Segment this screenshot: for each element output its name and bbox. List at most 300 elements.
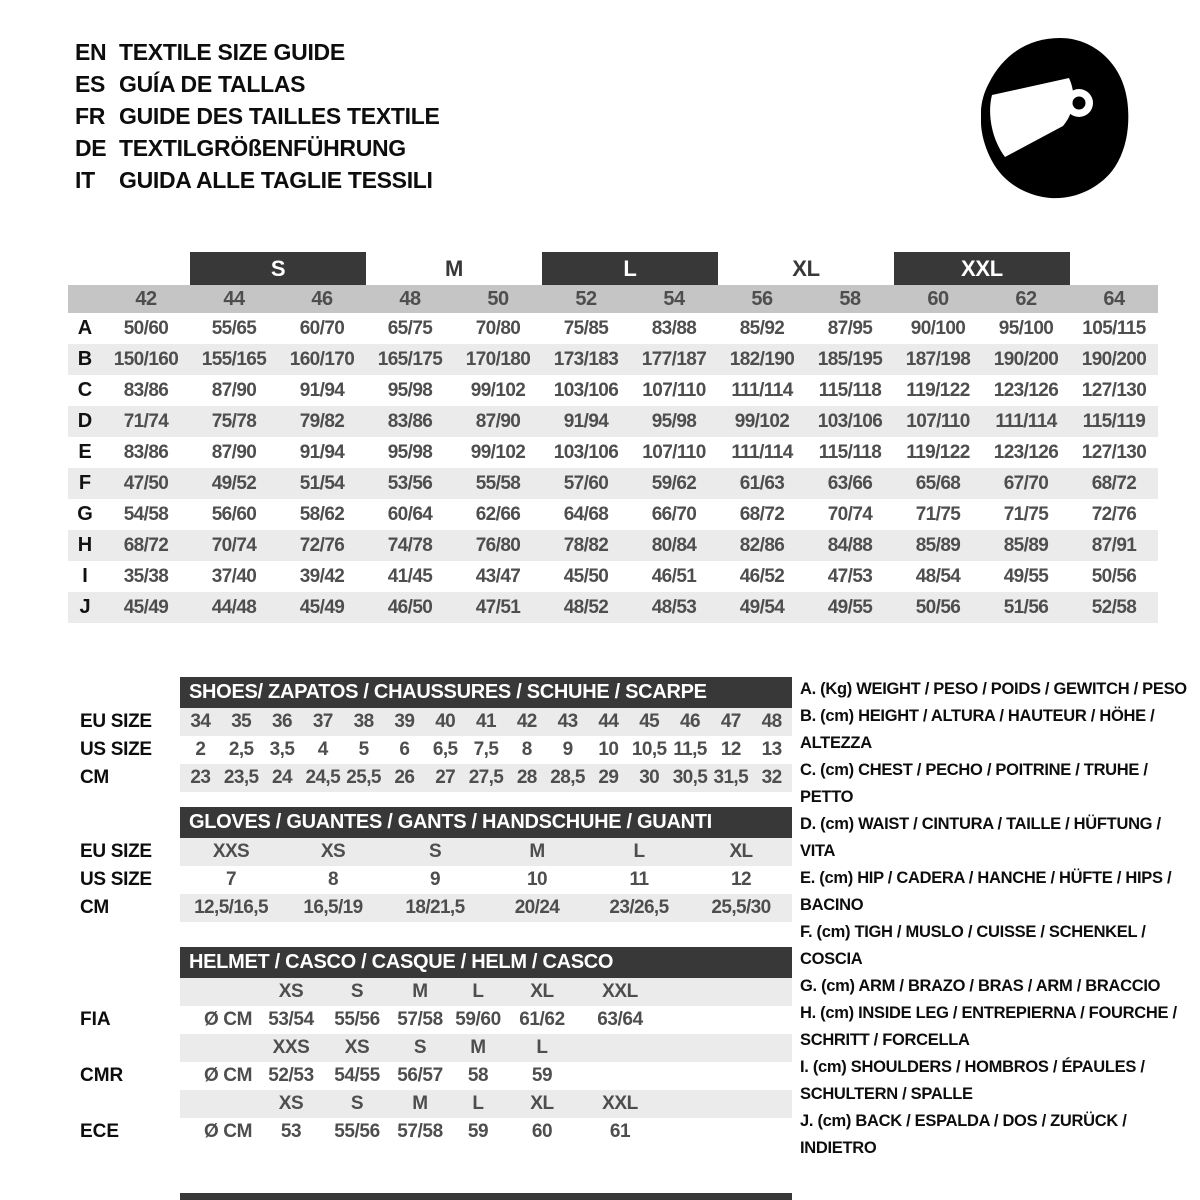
- cell-value: 27: [435, 767, 456, 788]
- size-value: 35/38: [123, 565, 169, 587]
- size-value: 70/74: [827, 503, 873, 525]
- helmet-value: 53: [280, 1121, 302, 1142]
- size-value: 105/115: [1082, 317, 1146, 339]
- legend-item: F. (cm) TIGH / MUSLO / CUISSE / SCHENKEL / COSCIA: [800, 923, 1146, 968]
- size-value: 87/90: [211, 441, 257, 463]
- cell-value: 38: [353, 711, 374, 732]
- size-value: 103/106: [553, 379, 619, 401]
- size-column-header: 44: [223, 287, 245, 310]
- cell-value: 30,5: [672, 767, 708, 788]
- size-value: 79/82: [299, 410, 345, 432]
- empty-cell: [578, 1034, 662, 1062]
- helmet-value: 53/54: [268, 1009, 314, 1030]
- helmet-value: 60: [531, 1121, 553, 1142]
- helmet-rows: [180, 978, 792, 1146]
- size-value: 85/89: [915, 534, 961, 556]
- measure-row-j: [68, 592, 1158, 623]
- cell-value: 40: [435, 711, 456, 732]
- size-value: 60/64: [387, 503, 433, 525]
- cell-value: 16,5/19: [303, 897, 363, 918]
- helmet-size: XXS: [272, 1037, 310, 1058]
- size-value: 115/118: [818, 379, 882, 401]
- legend-item: B. (cm) HEIGHT / ALTURA / HAUTEUR / HÖHE / ALTEZZA: [800, 707, 1155, 752]
- size-value: 83/88: [651, 317, 697, 339]
- row-label: US SIZE: [80, 739, 152, 760]
- table-row: [180, 764, 792, 792]
- helmet-size: M: [412, 981, 428, 1002]
- size-column-header: 48: [399, 287, 421, 310]
- size-column-header: 46: [311, 287, 333, 310]
- cell-value: XXS: [212, 841, 250, 862]
- size-value: 63/66: [827, 472, 873, 494]
- cell-value: 45: [639, 711, 660, 732]
- size-value: 50/56: [1091, 565, 1137, 587]
- cell-value: 8: [328, 869, 338, 890]
- helmet-size: XL: [530, 1093, 554, 1114]
- helmet-size: L: [472, 981, 484, 1002]
- size-value: 48/52: [563, 596, 609, 618]
- size-value: 182/190: [729, 348, 795, 370]
- size-value: 57/60: [563, 472, 609, 494]
- size-value: 127/130: [1081, 379, 1147, 401]
- size-band-row: [68, 252, 1158, 285]
- cell-value: 24,5: [305, 767, 341, 788]
- measure-row-b: [68, 344, 1158, 375]
- row-label: EU SIZE: [80, 841, 152, 862]
- legend-item: A. (Kg) WEIGHT / PESO / POIDS / GEWITCH / PESO: [800, 680, 1187, 698]
- helmet-value: 61/62: [519, 1009, 565, 1030]
- helmet-value: 54/55: [334, 1065, 380, 1086]
- helmet-size: XS: [278, 981, 304, 1002]
- row-label: US SIZE: [80, 869, 152, 890]
- size-value: 90/100: [910, 317, 966, 339]
- cell-value: 43: [557, 711, 578, 732]
- size-value: 71/75: [1003, 503, 1049, 525]
- cell-value: 12: [720, 739, 741, 760]
- size-value: 68/72: [123, 534, 169, 556]
- legend-item: J. (cm) BACK / ESPALDA / DOS / ZURÜCK / INDIETRO: [800, 1112, 1127, 1157]
- language-title: TEXTILE SIZE GUIDE: [119, 39, 345, 65]
- helmet-size: XL: [530, 981, 554, 1002]
- size-column-header: 56: [751, 287, 773, 310]
- cell-value: L: [633, 841, 645, 862]
- cell-value: 23/26,5: [609, 897, 669, 918]
- size-value: 70/74: [211, 534, 257, 556]
- racing-helmet-icon: [972, 33, 1137, 205]
- helmet-size-header-row: [180, 978, 792, 1006]
- cell-value: 6: [399, 739, 410, 760]
- cell-value: 25,5/30: [711, 897, 771, 918]
- measure-row-a: [68, 313, 1158, 344]
- size-value: 46/52: [739, 565, 785, 587]
- gloves-size-table: [180, 807, 792, 922]
- size-value: 115/119: [1082, 410, 1146, 432]
- cell-value: 28: [516, 767, 537, 788]
- cell-value: S: [428, 841, 442, 862]
- language-code: FR: [75, 103, 106, 129]
- row-letter: I: [82, 565, 88, 587]
- cell-value: XS: [320, 841, 346, 862]
- shoes-table-title: SHOES/ ZAPATOS / CHAUSSURES / SCHUHE / SCARPE: [180, 677, 792, 708]
- size-value: 87/90: [475, 410, 521, 432]
- size-value: 107/110: [906, 410, 970, 432]
- helmet-value: 61: [609, 1121, 631, 1142]
- size-value: 111/114: [995, 410, 1057, 432]
- row-letter: C: [77, 379, 93, 401]
- size-value: 119/122: [906, 379, 970, 401]
- size-value: 78/82: [563, 534, 609, 556]
- cell-value: 47: [720, 711, 741, 732]
- size-value: 49/55: [1003, 565, 1049, 587]
- size-value: 50/60: [123, 317, 169, 339]
- size-value: 45/50: [563, 565, 609, 587]
- size-value: 37/40: [211, 565, 257, 587]
- language-title: GUIDA ALLE TAGLIE TESSILI: [119, 167, 433, 193]
- cell-value: 42: [516, 711, 537, 732]
- size-value: 160/170: [289, 348, 355, 370]
- size-value: 53/56: [387, 472, 433, 494]
- size-value: 119/122: [906, 441, 970, 463]
- size-value: 150/160: [113, 348, 179, 370]
- shoes-rows: [180, 708, 792, 792]
- language-code: DE: [75, 135, 107, 161]
- size-value: 58/62: [299, 503, 345, 525]
- cell-value: 7: [226, 869, 236, 890]
- cell-value: 37: [312, 711, 333, 732]
- size-value: 49/54: [739, 596, 785, 618]
- empty-cell: [180, 978, 258, 1006]
- size-value: 72/76: [1091, 503, 1137, 525]
- cell-value: 9: [430, 869, 440, 890]
- cell-value: 11,5: [673, 739, 707, 760]
- cell-value: 13: [761, 739, 782, 760]
- cell-value: 35: [231, 711, 252, 732]
- standard-fia: FIA: [80, 1009, 111, 1030]
- size-value: 177/187: [641, 348, 707, 370]
- size-value: 54/58: [123, 503, 169, 525]
- size-value: 47/51: [475, 596, 521, 618]
- empty-cell: [180, 1090, 258, 1118]
- size-value: 187/198: [905, 348, 971, 370]
- size-value: 99/102: [734, 410, 790, 432]
- size-value: 111/114: [731, 441, 793, 463]
- row-label: EU SIZE: [80, 711, 152, 732]
- size-value: 71/75: [915, 503, 961, 525]
- size-value: 55/65: [211, 317, 257, 339]
- helmet-size: M: [412, 1093, 428, 1114]
- helmet-size-table: [180, 947, 792, 1146]
- helmet-size: L: [536, 1037, 548, 1058]
- size-value: 123/126: [993, 379, 1059, 401]
- table-row: [180, 708, 792, 736]
- partial-table-bar: [180, 1193, 792, 1200]
- helmet-value-row: [180, 1006, 792, 1034]
- size-value: 107/110: [642, 441, 706, 463]
- row-letter: G: [77, 503, 93, 525]
- size-band-l: L: [542, 252, 718, 285]
- cell-value: 18/21,5: [405, 897, 465, 918]
- language-code: EN: [75, 39, 107, 65]
- measure-row-h: [68, 530, 1158, 561]
- row-letter: J: [79, 596, 91, 618]
- table-row: [180, 736, 792, 764]
- size-value: 67/70: [1003, 472, 1049, 494]
- size-column-header: 54: [663, 287, 685, 310]
- cell-value: M: [529, 841, 545, 862]
- size-value: 45/49: [123, 596, 169, 618]
- cell-value: 25,5: [346, 767, 381, 788]
- size-value: 68/72: [1091, 472, 1137, 494]
- size-value: 51/54: [299, 472, 345, 494]
- size-value: 64/68: [563, 503, 609, 525]
- size-value: 75/78: [211, 410, 257, 432]
- size-column-header: 50: [487, 287, 509, 310]
- size-value: 83/86: [123, 379, 169, 401]
- size-value: 87/95: [827, 317, 873, 339]
- size-value: 49/52: [211, 472, 257, 494]
- diameter-unit: Ø CM: [204, 1009, 253, 1030]
- cell-value: 24: [272, 767, 292, 788]
- measure-row-i: [68, 561, 1158, 592]
- language-code: IT: [75, 167, 95, 193]
- size-value: 74/78: [387, 534, 433, 556]
- size-value: 155/165: [201, 348, 267, 370]
- cell-value: 20/24: [514, 897, 560, 918]
- helmet-value: 57/58: [397, 1009, 443, 1030]
- size-value: 83/86: [123, 441, 169, 463]
- helmet-value-row: [180, 1062, 792, 1090]
- language-row: [75, 164, 440, 196]
- helmet-size: XS: [278, 1093, 304, 1114]
- size-value: 59/62: [651, 472, 697, 494]
- size-column-header: 64: [1103, 287, 1125, 310]
- helmet-size: XXL: [602, 1093, 638, 1114]
- legend-item: E. (cm) HIP / CADERA / HANCHE / HÜFTE / HIPS / BACINO: [800, 869, 1172, 914]
- size-column-header: 42: [135, 287, 157, 310]
- legend-item: H. (cm) INSIDE LEG / ENTREPIERNA / FOURCHE / SCHRITT / FORCELLA: [800, 1004, 1177, 1049]
- legend-item: D. (cm) WAIST / CINTURA / TAILLE / HÜFTUNG / VITA: [800, 815, 1161, 860]
- cell-value: 4: [317, 739, 328, 760]
- language-title: GUIDE DES TAILLES TEXTILE: [119, 103, 440, 129]
- size-column-header: 52: [575, 287, 597, 310]
- size-value: 76/80: [475, 534, 521, 556]
- size-value: 123/126: [993, 441, 1059, 463]
- size-value: 185/195: [817, 348, 883, 370]
- size-value: 165/175: [377, 348, 443, 370]
- cell-value: 12,5/16,5: [194, 897, 268, 918]
- cell-value: 34: [190, 711, 211, 732]
- size-value: 49/55: [827, 596, 873, 618]
- size-value: 85/92: [739, 317, 785, 339]
- size-value: 99/102: [470, 379, 526, 401]
- size-value: 41/45: [387, 565, 433, 587]
- cell-value: 23,5: [223, 767, 259, 788]
- size-value: 190/200: [993, 348, 1059, 370]
- table-row: [180, 866, 792, 894]
- empty-cell: [180, 1034, 258, 1062]
- size-value: 107/110: [642, 379, 706, 401]
- helmet-size-header-row: [180, 1034, 792, 1062]
- size-value: 91/94: [563, 410, 609, 432]
- empty-cell: [578, 1062, 662, 1090]
- size-value: 51/56: [1003, 596, 1049, 618]
- cell-value: 2,5: [228, 739, 254, 760]
- size-value: 83/86: [387, 410, 433, 432]
- size-value: 95/98: [387, 441, 433, 463]
- size-value: 84/88: [827, 534, 873, 556]
- size-value: 52/58: [1091, 596, 1137, 618]
- size-value: 80/84: [651, 534, 697, 556]
- measure-row-e: [68, 437, 1158, 468]
- helmet-value: 52/53: [268, 1065, 314, 1086]
- size-value: 103/106: [553, 441, 619, 463]
- measure-row-g: [68, 499, 1158, 530]
- size-value: 72/76: [299, 534, 345, 556]
- cell-value: 46: [680, 711, 700, 732]
- helmet-size: L: [472, 1093, 484, 1114]
- size-column-header: 62: [1015, 287, 1037, 310]
- size-value: 65/68: [915, 472, 961, 494]
- cell-value: 28,5: [550, 767, 585, 788]
- helmet-value: 59: [467, 1121, 489, 1142]
- size-value: 50/56: [915, 596, 961, 618]
- helmet-size: M: [470, 1037, 486, 1058]
- size-value: 71/74: [123, 410, 169, 432]
- measurement-rows: [68, 313, 1158, 623]
- size-value: 127/130: [1081, 441, 1147, 463]
- size-value: 87/91: [1091, 534, 1137, 556]
- row-letter: F: [78, 472, 92, 494]
- size-value: 103/106: [817, 410, 883, 432]
- language-row: [75, 100, 440, 132]
- cell-value: 2: [195, 739, 206, 760]
- cell-value: 32: [761, 767, 782, 788]
- size-value: 46/50: [387, 596, 433, 618]
- cell-value: 29: [598, 767, 619, 788]
- cell-value: 23: [190, 767, 211, 788]
- language-row: [75, 36, 440, 68]
- helmet-value: 63/64: [597, 1009, 643, 1030]
- corner-cell: [68, 285, 102, 313]
- size-value: 48/53: [651, 596, 697, 618]
- size-value: 65/75: [387, 317, 433, 339]
- row-letter: H: [77, 534, 93, 556]
- helmet-size: S: [350, 1093, 364, 1114]
- gloves-table-title: GLOVES / GUANTES / GANTS / HANDSCHUHE / GUANTI: [180, 807, 792, 838]
- diameter-unit: Ø CM: [204, 1065, 253, 1086]
- size-value: 48/54: [915, 565, 961, 587]
- size-value: 44/48: [211, 596, 257, 618]
- shoes-size-table: [180, 677, 792, 792]
- size-value: 85/89: [1003, 534, 1049, 556]
- language-row: [75, 68, 440, 100]
- size-column-header: 58: [839, 287, 861, 310]
- size-value: 91/94: [299, 441, 345, 463]
- size-value: 190/200: [1081, 348, 1147, 370]
- language-title: TEXTILGRÖßENFÜHRUNG: [119, 135, 406, 161]
- size-value: 95/100: [998, 317, 1054, 339]
- helmet-size: XS: [344, 1037, 370, 1058]
- helmet-standard-labels: [80, 947, 175, 1147]
- cell-value: 6,5: [432, 739, 458, 760]
- size-value: 99/102: [470, 441, 526, 463]
- cell-value: 31,5: [713, 767, 749, 788]
- cell-value: 12: [731, 869, 751, 890]
- cell-value: 30: [639, 767, 660, 788]
- size-value: 87/90: [211, 379, 257, 401]
- size-value: 47/50: [123, 472, 169, 494]
- size-value: 170/180: [465, 348, 531, 370]
- row-label: CM: [80, 897, 109, 918]
- helmet-value: 59: [531, 1065, 553, 1086]
- size-value: 115/118: [818, 441, 882, 463]
- size-band-m: M: [444, 255, 464, 281]
- size-value: 61/63: [739, 472, 785, 494]
- cell-value: 3,5: [269, 739, 295, 760]
- size-value: 95/98: [651, 410, 697, 432]
- size-value: 60/70: [299, 317, 345, 339]
- legend-item: G. (cm) ARM / BRAZO / BRAS / ARM / BRACCIO: [800, 977, 1161, 995]
- helmet-value: 59/60: [455, 1009, 501, 1030]
- cell-value: 48: [761, 711, 782, 732]
- helmet-value: 55/56: [334, 1121, 380, 1142]
- gloves-rows: [180, 838, 792, 922]
- legend-item: C. (cm) CHEST / PECHO / POITRINE / TRUHE / PETTO: [800, 761, 1148, 806]
- textile-size-table: [68, 252, 1158, 623]
- language-code: ES: [75, 71, 106, 97]
- helmet-value: 58: [467, 1065, 489, 1086]
- cell-value: 5: [358, 739, 369, 760]
- row-letter: E: [78, 441, 92, 463]
- measure-row-c: [68, 375, 1158, 406]
- language-row: [75, 132, 440, 164]
- cell-value: 10: [598, 739, 619, 760]
- table-row: [180, 894, 792, 922]
- helmet-size: S: [413, 1037, 427, 1058]
- size-value: 56/60: [211, 503, 257, 525]
- standard-cmr: CMR: [80, 1065, 124, 1086]
- cell-value: 11: [629, 869, 649, 890]
- size-value: 70/80: [475, 317, 521, 339]
- cell-value: 9: [562, 739, 573, 760]
- standard-ece: ECE: [80, 1121, 120, 1142]
- size-band-xxl: XXL: [894, 252, 1070, 285]
- language-title-block: [75, 36, 440, 196]
- cell-value: 10: [527, 869, 547, 890]
- size-value: 75/85: [563, 317, 609, 339]
- helmet-table-title: HELMET / CASCO / CASQUE / HELM / CASCO: [180, 947, 792, 978]
- table-row: [180, 838, 792, 866]
- cell-value: 8: [521, 739, 532, 760]
- size-value: 46/51: [651, 565, 697, 587]
- helmet-value-row: [180, 1118, 792, 1146]
- size-value: 55/58: [475, 472, 521, 494]
- cell-value: 36: [272, 711, 292, 732]
- helmet-value: 55/56: [334, 1009, 380, 1030]
- helmet-size: XXL: [602, 981, 638, 1002]
- cell-value: 7,5: [473, 739, 499, 760]
- size-value: 43/47: [475, 565, 521, 587]
- helmet-size: S: [350, 981, 364, 1002]
- size-band-xl: XL: [792, 255, 820, 281]
- row-letter: D: [77, 410, 93, 432]
- legend-item: I. (cm) SHOULDERS / HOMBROS / ÉPAULES / SCHULTERN / SPALLE: [800, 1058, 1145, 1103]
- measure-row-f: [68, 468, 1158, 499]
- size-value: 39/42: [299, 565, 345, 587]
- cell-value: 41: [476, 711, 496, 732]
- size-band-s: S: [190, 252, 366, 285]
- size-value: 62/66: [475, 503, 521, 525]
